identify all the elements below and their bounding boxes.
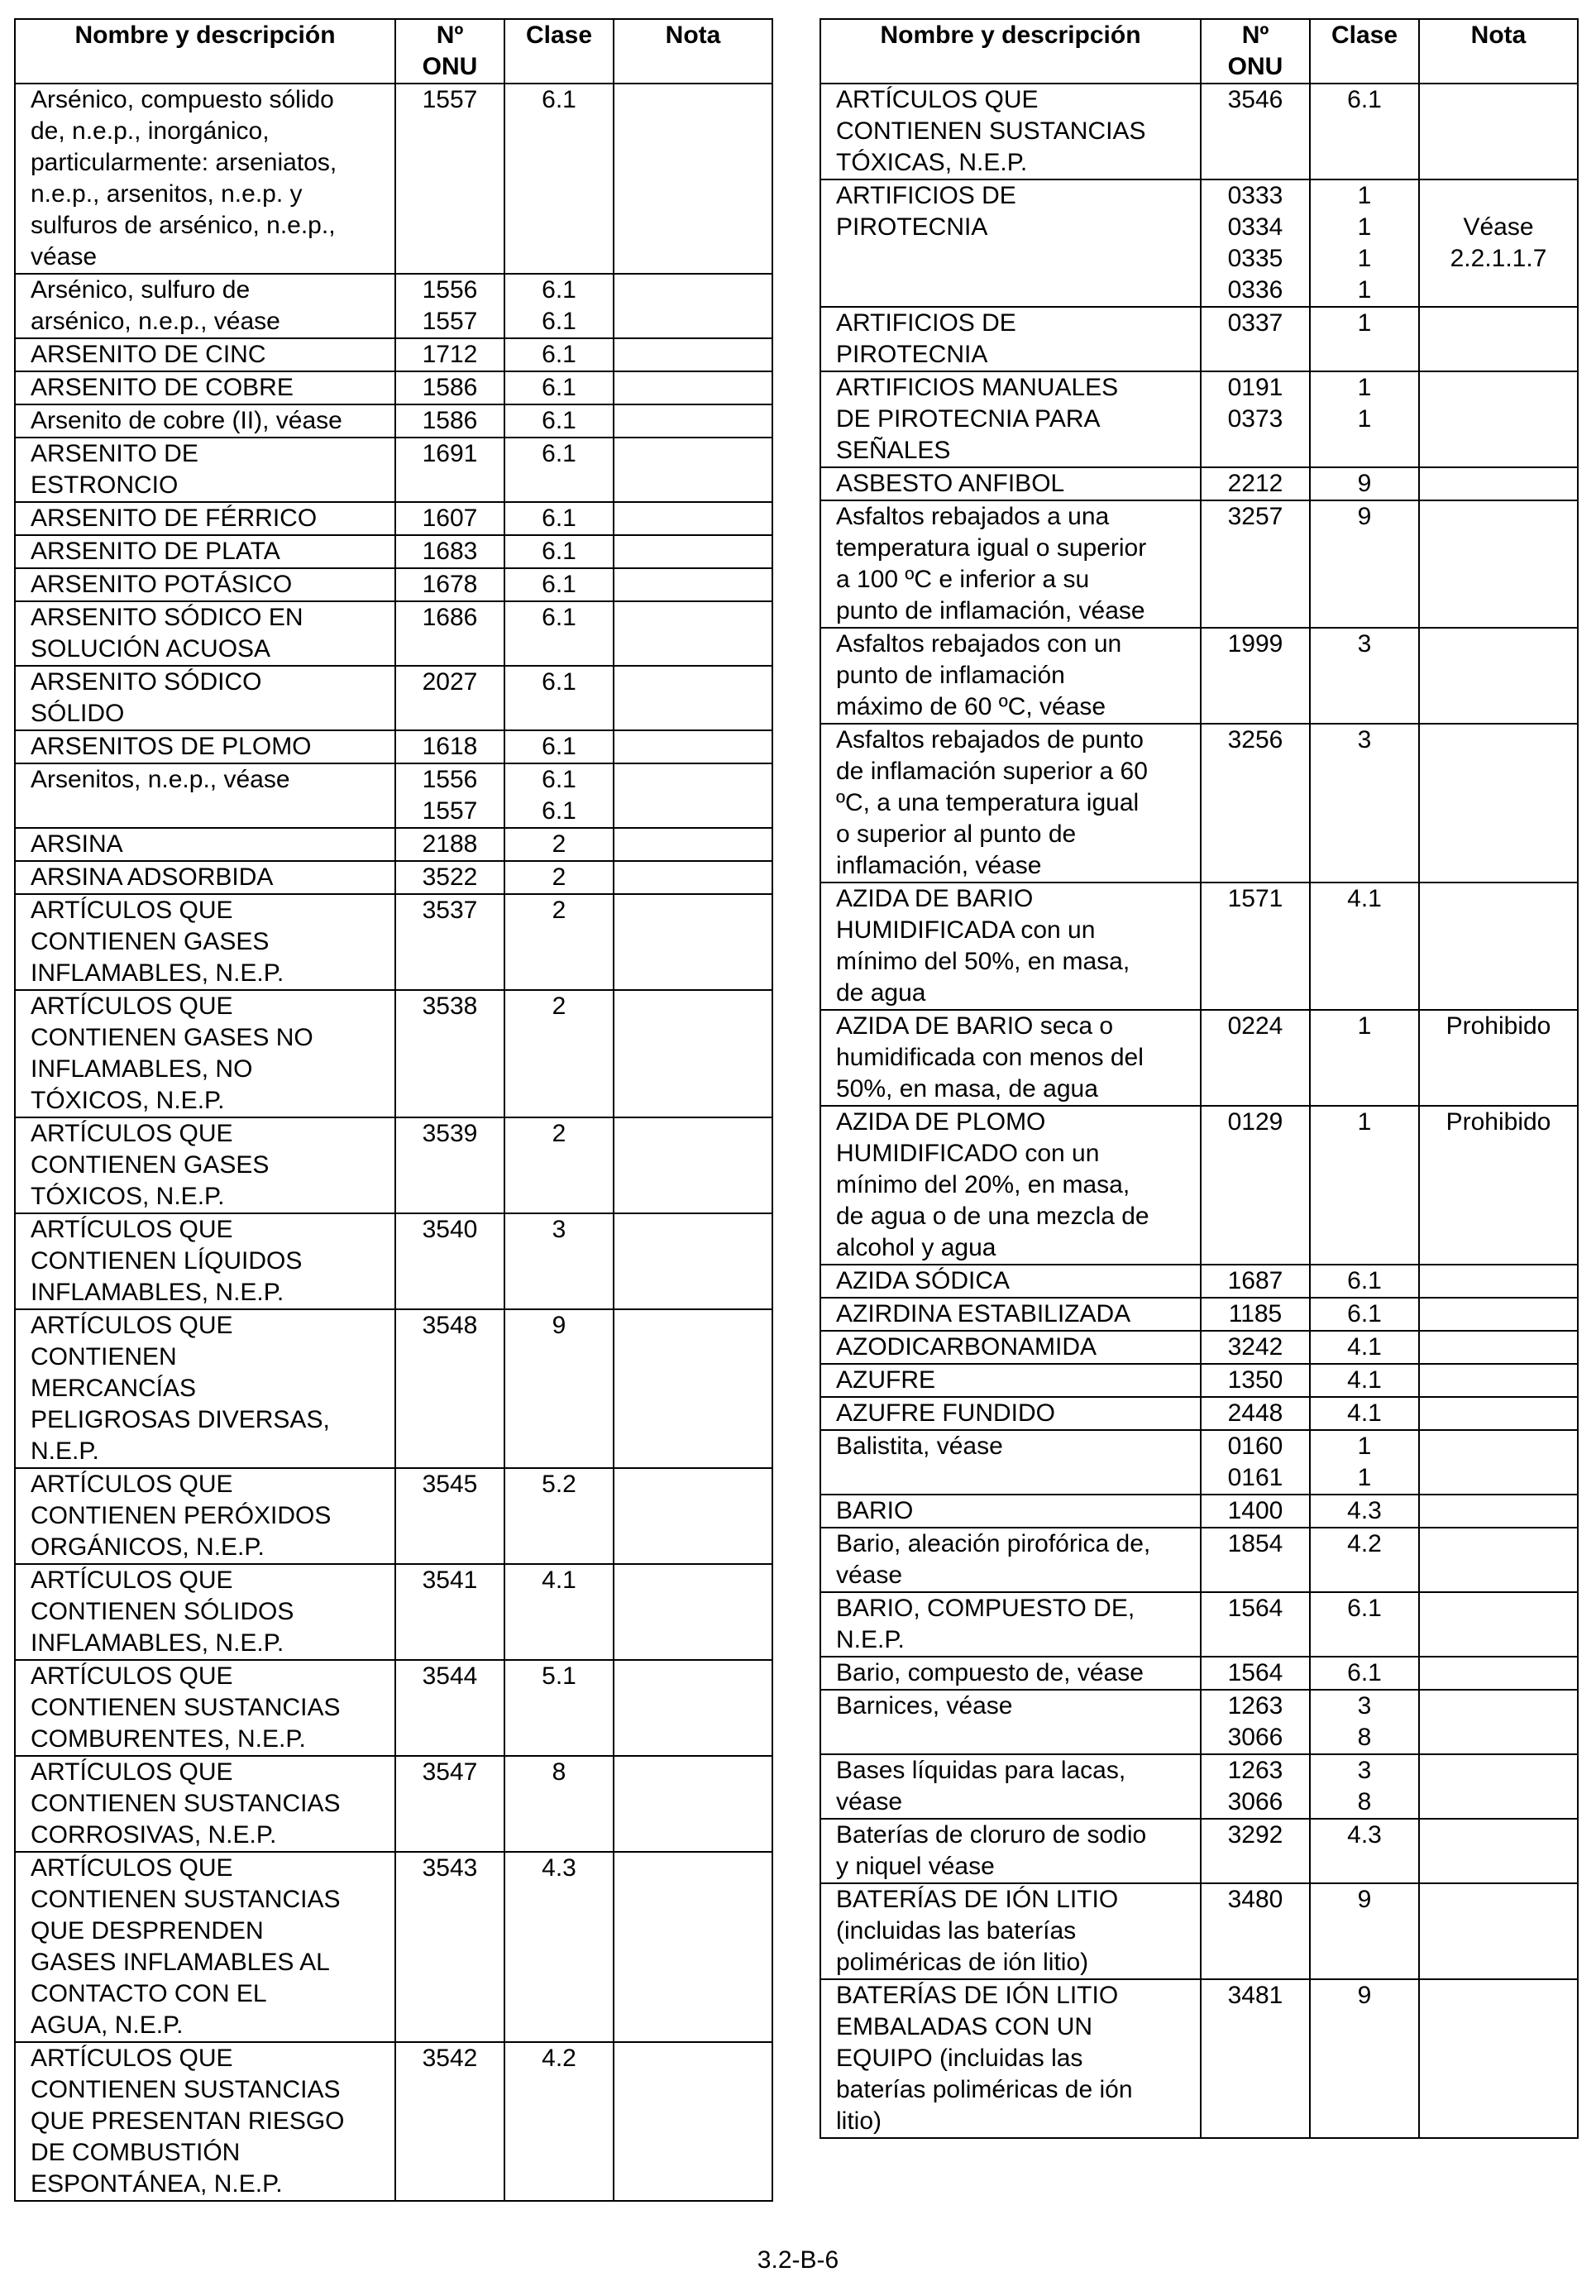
table-row [820,500,1578,628]
cell-name: ARTÍCULOS QUE CONTIENEN SUSTANCIAS CORROSIVAS, N.E.P. [15,1756,395,1852]
cell-clase: 6.1 [504,404,614,438]
cell-clase: 6.1 [504,438,614,502]
cell-onu: 1556 1557 [395,274,504,338]
cell-clase: 6.1 6.1 [504,274,614,338]
cell-clase: 4.3 [1310,1495,1419,1528]
cell-onu: 1400 [1201,1495,1310,1528]
cell-nota [1419,883,1578,1010]
cell-name: BATERÍAS DE IÓN LITIO EMBALADAS CON UN EQUIPO (incluidas las baterías poliméricas de ión litio) [820,1979,1201,2138]
table-row [15,894,772,990]
cell-onu: 3257 [1201,500,1310,628]
header-clase: Clase [1310,19,1419,84]
cell-clase: 1 [1310,307,1419,371]
cell-name: AZIDA DE BARIO seca o humidificada con menos del 50%, en masa, de agua [820,1010,1201,1106]
cell-nota [614,1309,772,1468]
cell-name: AZIRDINA ESTABILIZADA [820,1298,1201,1331]
cell-onu: 3543 [395,1852,504,2042]
cell-onu: 2027 [395,666,504,730]
cell-name: ARTÍCULOS QUE CONTIENEN GASES NO INFLAMABLES, NO TÓXICOS, N.E.P. [15,990,395,1117]
header-onu: Nº ONU [1201,19,1310,84]
cell-onu: 1350 [1201,1364,1310,1397]
cell-onu: 1571 [1201,883,1310,1010]
table-row [820,1657,1578,1690]
cell-clase: 2 [504,828,614,861]
table-row [820,179,1578,307]
cell-name: ARTÍCULOS QUE CONTIENEN SÓLIDOS INFLAMABLES, N.E.P. [15,1564,395,1660]
cell-clase: 1 1 [1310,1430,1419,1495]
cell-clase: 9 [1310,500,1419,628]
cell-nota [614,84,772,274]
cell-name: ARSENITOS DE PLOMO [15,730,395,763]
cell-clase: 6.1 [1310,1298,1419,1331]
cell-name: AZUFRE FUNDIDO [820,1397,1201,1430]
cell-clase: 6.1 [504,338,614,371]
header-nota: Nota [1419,19,1578,84]
cell-nota [1419,467,1578,500]
cell-nota [614,730,772,763]
cell-nota [614,502,772,535]
cell-onu: 1586 [395,371,504,404]
table-row [820,1528,1578,1592]
cell-nota [614,828,772,861]
cell-onu: 2212 [1201,467,1310,500]
table-row [15,666,772,730]
right-table-body [820,84,1578,2138]
cell-clase: 6.1 [1310,1592,1419,1657]
cell-name: BARIO [820,1495,1201,1528]
cell-nota [614,1756,772,1852]
cell-name: Bario, aleación pirofórica de, véase [820,1528,1201,1592]
table-row [820,1592,1578,1657]
cell-nota [614,1564,772,1660]
cell-name: AZIDA SÓDICA [820,1265,1201,1298]
cell-onu: 3548 [395,1309,504,1468]
cell-onu: 1557 [395,84,504,274]
cell-onu: 3537 [395,894,504,990]
table-header-row [15,19,772,84]
cell-onu: 0191 0373 [1201,371,1310,467]
cell-nota [1419,1592,1578,1657]
table-row [820,371,1578,467]
cell-nota [1419,307,1578,371]
table-row [15,438,772,502]
cell-onu: 1607 [395,502,504,535]
table-header-row [820,19,1578,84]
cell-nota [614,535,772,568]
cell-onu: 1564 [1201,1592,1310,1657]
cell-name: ARSENITO DE CINC [15,338,395,371]
cell-name: Barnices, véase [820,1690,1201,1754]
cell-clase: 5.2 [504,1468,614,1564]
cell-nota [614,404,772,438]
cell-onu: 1586 [395,404,504,438]
cell-nota [1419,1397,1578,1430]
table-row [820,467,1578,500]
table-row [820,307,1578,371]
table-row [820,1430,1578,1495]
cell-nota: Véase 2.2.1.1.7 [1419,179,1578,307]
cell-name: BARIO, COMPUESTO DE, N.E.P. [820,1592,1201,1657]
table-row [15,1213,772,1309]
cell-clase: 9 [1310,467,1419,500]
cell-name: ARTÍCULOS QUE CONTIENEN SUSTANCIAS QUE PRESENTAN RIESGO DE COMBUSTIÓN ESPONTÁNEA, N.E.P. [15,2042,395,2201]
table-row [15,861,772,894]
table-row [15,1468,772,1564]
cell-nota [1419,1430,1578,1495]
cell-onu: 3541 [395,1564,504,1660]
cell-clase: 3 [504,1213,614,1309]
cell-onu: 3546 [1201,84,1310,179]
cell-onu: 3545 [395,1468,504,1564]
cell-onu: 1263 3066 [1201,1690,1310,1754]
cell-onu: 0224 [1201,1010,1310,1106]
cell-name: BATERÍAS DE IÓN LITIO (incluidas las baterías poliméricas de ión litio) [820,1883,1201,1979]
cell-nota [614,894,772,990]
cell-clase: 4.2 [1310,1528,1419,1592]
header-name: Nombre y descripción [820,19,1201,84]
table-row [15,1756,772,1852]
table-row [820,1265,1578,1298]
cell-clase: 4.3 [504,1852,614,2042]
cell-nota [1419,1883,1578,1979]
cell-name: ARSENITO POTÁSICO [15,568,395,601]
cell-clase: 4.1 [1310,1364,1419,1397]
table-row [15,601,772,666]
cell-name: ARTÍCULOS QUE CONTIENEN GASES TÓXICOS, N.E.P. [15,1117,395,1213]
cell-name: AZUFRE [820,1364,1201,1397]
cell-name: ARTÍCULOS QUE CONTIENEN SUSTANCIAS QUE DESPRENDEN GASES INFLAMABLES AL CONTACTO CON EL AGUA, N.E.P. [15,1852,395,2042]
cell-clase: 4.2 [504,2042,614,2201]
cell-name: ARSENITO SÓDICO EN SOLUCIÓN ACUOSA [15,601,395,666]
cell-nota [614,1660,772,1756]
cell-clase: 1 1 [1310,371,1419,467]
cell-name: ARTÍCULOS QUE CONTIENEN MERCANCÍAS PELIGROSAS DIVERSAS, N.E.P. [15,1309,395,1468]
cell-onu: 3539 [395,1117,504,1213]
cell-name: ARSENITO DE COBRE [15,371,395,404]
cell-nota [1419,1265,1578,1298]
table-row [15,2042,772,2201]
table-row [15,568,772,601]
cell-nota [614,274,772,338]
cell-onu: 1618 [395,730,504,763]
cell-name: ARSINA [15,828,395,861]
cell-onu: 0160 0161 [1201,1430,1310,1495]
cell-onu: 1564 [1201,1657,1310,1690]
cell-nota: Prohibido [1419,1010,1578,1106]
cell-onu: 3547 [395,1756,504,1852]
cell-onu: 1999 [1201,628,1310,724]
cell-nota [1419,1364,1578,1397]
cell-nota [614,601,772,666]
table-row [820,1754,1578,1819]
table-row [15,990,772,1117]
cell-clase: 6.1 [1310,1265,1419,1298]
table-row [15,828,772,861]
cell-name: Baterías de cloruro de sodio y niquel véase [820,1819,1201,1883]
cell-clase: 2 [504,990,614,1117]
cell-name: ARSENITO DE FÉRRICO [15,502,395,535]
cell-nota [1419,1298,1578,1331]
cell-clase: 6.1 [504,502,614,535]
table-row [15,84,772,274]
table-row [820,1106,1578,1265]
cell-nota [614,1213,772,1309]
cell-clase: 3 8 [1310,1754,1419,1819]
cell-clase: 1 [1310,1010,1419,1106]
table-row [15,1117,772,1213]
cell-onu: 3538 [395,990,504,1117]
table-row [820,1690,1578,1754]
cell-onu: 1556 1557 [395,763,504,828]
cell-nota [614,990,772,1117]
table-row [820,1010,1578,1106]
cell-clase: 2 [504,861,614,894]
cell-nota [1419,724,1578,883]
cell-nota [1419,628,1578,724]
cell-name: Bases líquidas para lacas, véase [820,1754,1201,1819]
table-row [15,535,772,568]
cell-name: Bario, compuesto de, véase [820,1657,1201,1690]
cell-name: ARTIFICIOS MANUALES DE PIROTECNIA PARA SEÑALES [820,371,1201,467]
cell-name: ARTÍCULOS QUE CONTIENEN SUSTANCIAS TÓXICAS, N.E.P. [820,84,1201,179]
table-row [15,1660,772,1756]
cell-onu: 0129 [1201,1106,1310,1265]
cell-clase: 4.1 [1310,1331,1419,1364]
cell-clase: 9 [1310,1883,1419,1979]
table-row [820,724,1578,883]
cell-nota [614,763,772,828]
cell-nota [1419,1979,1578,2138]
cell-onu: 1686 [395,601,504,666]
table-row [15,1564,772,1660]
cell-clase: 4.3 [1310,1819,1419,1883]
cell-clase: 9 [1310,1979,1419,2138]
table-row [15,338,772,371]
table-row [15,404,772,438]
cell-name: ARTIFICIOS DE PIROTECNIA [820,179,1201,307]
cell-name: ARSENITO DE ESTRONCIO [15,438,395,502]
header-clase: Clase [504,19,614,84]
table-row [820,1397,1578,1430]
table-row [820,883,1578,1010]
cell-name: ASBESTO ANFIBOL [820,467,1201,500]
header-nota: Nota [614,19,772,84]
table-row [820,1883,1578,1979]
table-row [15,274,772,338]
cell-nota [614,568,772,601]
cell-nota [1419,1495,1578,1528]
cell-name: Arsenito de cobre (II), véase [15,404,395,438]
cell-clase: 1 1 1 1 [1310,179,1419,307]
cell-clase: 6.1 [504,666,614,730]
cell-onu: 3540 [395,1213,504,1309]
cell-clase: 1 [1310,1106,1419,1265]
page-number: 3.2-B-6 [757,2246,839,2274]
cell-name: ARSINA ADSORBIDA [15,861,395,894]
table-row [820,1364,1578,1397]
table-row [15,1309,772,1468]
cell-onu: 1712 [395,338,504,371]
cell-onu: 1687 [1201,1265,1310,1298]
cell-name: Arsénico, compuesto sólido de, n.e.p., inorgánico, particularmente: arseniatos, n.e.p., arsenitos, n.e.p. y sulfuros de arsénico, n.e.p., véase [15,84,395,274]
cell-clase: 6.1 [504,535,614,568]
cell-nota [1419,1528,1578,1592]
cell-name: AZIDA DE BARIO HUMIDIFICADA con un mínimo del 50%, en masa, de agua [820,883,1201,1010]
cell-nota [614,1468,772,1564]
cell-clase: 3 [1310,724,1419,883]
cell-nota: Prohibido [1419,1106,1578,1265]
cell-clase: 6.1 [504,730,614,763]
cell-clase: 6.1 [504,568,614,601]
cell-nota [1419,1754,1578,1819]
cell-nota [1419,500,1578,628]
cell-name: Asfaltos rebajados con un punto de inflamación máximo de 60 ºC, véase [820,628,1201,724]
cell-clase: 2 [504,1117,614,1213]
cell-nota [1419,1819,1578,1883]
cell-clase: 6.1 [504,601,614,666]
cell-onu: 1691 [395,438,504,502]
cell-clase: 8 [504,1756,614,1852]
cell-clase: 3 8 [1310,1690,1419,1754]
cell-onu: 3292 [1201,1819,1310,1883]
cell-onu: 0333 0334 0335 0336 [1201,179,1310,307]
table-row [15,371,772,404]
cell-onu: 0337 [1201,307,1310,371]
cell-clase: 4.1 [1310,883,1419,1010]
cell-onu: 3522 [395,861,504,894]
cell-nota [1419,84,1578,179]
cell-nota [1419,1690,1578,1754]
table-row [15,1852,772,2042]
table-row [820,1298,1578,1331]
table-row [820,1495,1578,1528]
cell-onu: 2448 [1201,1397,1310,1430]
cell-onu: 1678 [395,568,504,601]
left-goods-table [14,18,773,2202]
cell-onu: 1854 [1201,1528,1310,1592]
cell-onu: 1683 [395,535,504,568]
cell-name: Asfaltos rebajados de punto de inflamación superior a 60 ºC, a una temperatura igual o superior al punto de inflamación, véase [820,724,1201,883]
cell-clase: 2 [504,894,614,990]
cell-onu: 3481 [1201,1979,1310,2138]
table-row [820,1331,1578,1364]
cell-name: Balistita, véase [820,1430,1201,1495]
cell-name: ARTÍCULOS QUE CONTIENEN GASES INFLAMABLES, N.E.P. [15,894,395,990]
cell-nota [614,438,772,502]
cell-onu: 3242 [1201,1331,1310,1364]
cell-onu: 3542 [395,2042,504,2201]
cell-onu: 1263 3066 [1201,1754,1310,1819]
table-row [15,763,772,828]
cell-nota [614,666,772,730]
cell-clase: 4.1 [1310,1397,1419,1430]
cell-nota [614,2042,772,2201]
cell-onu: 3480 [1201,1883,1310,1979]
cell-name: AZODICARBONAMIDA [820,1331,1201,1364]
table-row [820,628,1578,724]
cell-clase: 5.1 [504,1660,614,1756]
cell-clase: 6.1 [1310,1657,1419,1690]
cell-onu: 1185 [1201,1298,1310,1331]
cell-clase: 6.1 [1310,84,1419,179]
cell-onu: 3256 [1201,724,1310,883]
table-row [15,730,772,763]
cell-nota [1419,1331,1578,1364]
cell-name: ARTÍCULOS QUE CONTIENEN SUSTANCIAS COMBURENTES, N.E.P. [15,1660,395,1756]
cell-clase: 6.1 [504,371,614,404]
table-row [820,1819,1578,1883]
cell-nota [614,371,772,404]
cell-clase: 6.1 [504,84,614,274]
table-row [820,84,1578,179]
left-table-body [15,84,772,2201]
cell-nota [614,338,772,371]
cell-nota [614,1852,772,2042]
cell-name: ARSENITO DE PLATA [15,535,395,568]
cell-name: Arsenitos, n.e.p., véase [15,763,395,828]
cell-nota [1419,371,1578,467]
cell-clase: 4.1 [504,1564,614,1660]
cell-onu: 3544 [395,1660,504,1756]
cell-nota [1419,1657,1578,1690]
cell-clase: 3 [1310,628,1419,724]
cell-name: ARTÍCULOS QUE CONTIENEN PERÓXIDOS ORGÁNICOS, N.E.P. [15,1468,395,1564]
cell-clase: 6.1 6.1 [504,763,614,828]
cell-name: ARSENITO SÓDICO SÓLIDO [15,666,395,730]
header-onu: Nº ONU [395,19,504,84]
cell-name: AZIDA DE PLOMO HUMIDIFICADO con un mínimo del 20%, en masa, de agua o de una mezcla de alcohol y agua [820,1106,1201,1265]
cell-nota [614,861,772,894]
table-row [15,502,772,535]
table-row [820,1979,1578,2138]
cell-name: ARTÍCULOS QUE CONTIENEN LÍQUIDOS INFLAMABLES, N.E.P. [15,1213,395,1309]
cell-clase: 9 [504,1309,614,1468]
header-name: Nombre y descripción [15,19,395,84]
cell-name: Arsénico, sulfuro de arsénico, n.e.p., véase [15,274,395,338]
right-goods-table [820,18,1579,2139]
cell-name: ARTIFICIOS DE PIROTECNIA [820,307,1201,371]
cell-nota [614,1117,772,1213]
cell-onu: 2188 [395,828,504,861]
cell-name: Asfaltos rebajados a una temperatura igual o superior a 100 ºC e inferior a su punto de inflamación, véase [820,500,1201,628]
